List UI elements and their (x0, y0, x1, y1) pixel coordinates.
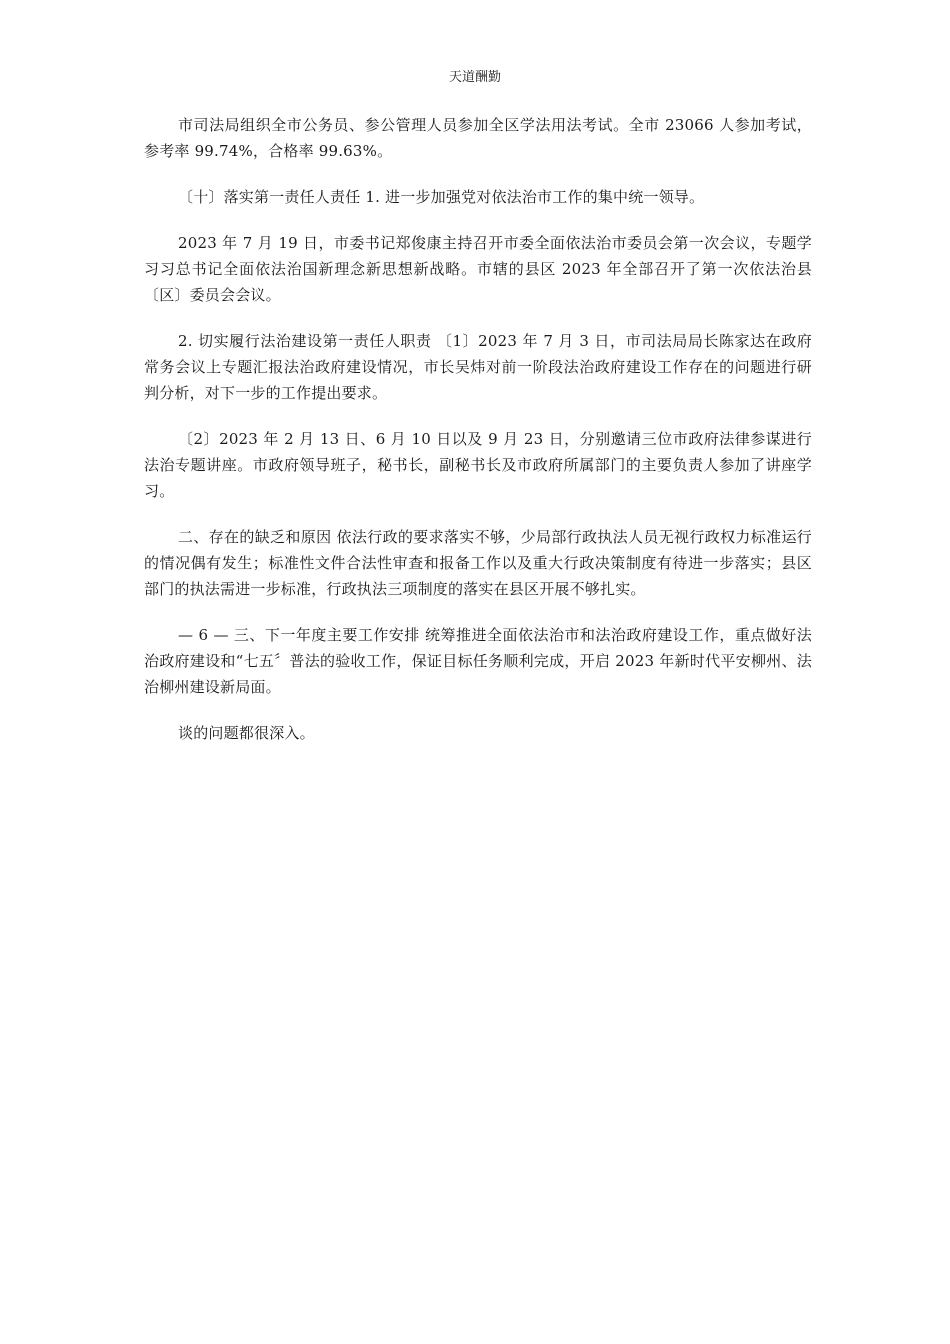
paragraph-first-responsible-duty: 2. 切实履行法治建设第一责任人职责 〔1〕2023 年 7 月 3 日，市司法局局长陈家达在政府常务会议上专题汇报法治政府建设情况，市长吴炜对前一阶段法治政府建设工作存在的问题进行研判分析，对下一步的工作提出要求。 (144, 332, 812, 402)
page-header: 天道酬勤 (448, 70, 501, 85)
paragraph-lectures: 〔2〕2023 年 2 月 13 日、6 月 10 日以及 9 月 23 日，分别邀请三位市政府法律参谋进行法治专题讲座。市政府领导班子，秘书长，副秘书长及市政府所属部门的主要负责人参加了讲座学习。 (144, 430, 812, 500)
paragraph-exam: 市司法局组织全市公务员、参公管理人员参加全区学法用法考试。全市 23066 人参加考试，参考率 99.74%，合格率 99.63%。 (144, 116, 812, 160)
paragraph-committee-meeting: 2023 年 7 月 19 日，市委书记郑俊康主持召开市委全面依法治市委员会第一次会议，专题学习习总书记全面依法治国新理念新思想新战略。市辖的县区 2023 年全部召开了第一次依法治县〔区〕委员会会议。 (144, 234, 812, 304)
document-body (144, 112, 812, 766)
paragraph-responsibility: 〔十〕落实第一责任人责任 1. 进一步加强党对依法治市工作的集中统一领导。 (178, 188, 705, 206)
paragraph-shortcomings: 二、存在的缺乏和原因 依法行政的要求落实不够，少局部行政执法人员无视行政权力标准运行的情况偶有发生；标准性文件合法性审查和报备工作以及重大行政决策制度有待进一步落实；县区部门的执法需进一步标准，行政执法三项制度的落实在县区开展不够扎实。 (144, 528, 812, 598)
paragraph-next-year-plan: — 6 — 三、下一年度主要工作安排 统筹推进全面依法治市和法治政府建设工作，重点做好法治政府建设和“七五〞普法的验收工作，保证目标任务顺利完成，开启 2023 年新时代平安柳州、法治柳州建设新局面。 (144, 626, 812, 696)
paragraph-closing: 谈的问题都很深入。 (178, 724, 315, 742)
